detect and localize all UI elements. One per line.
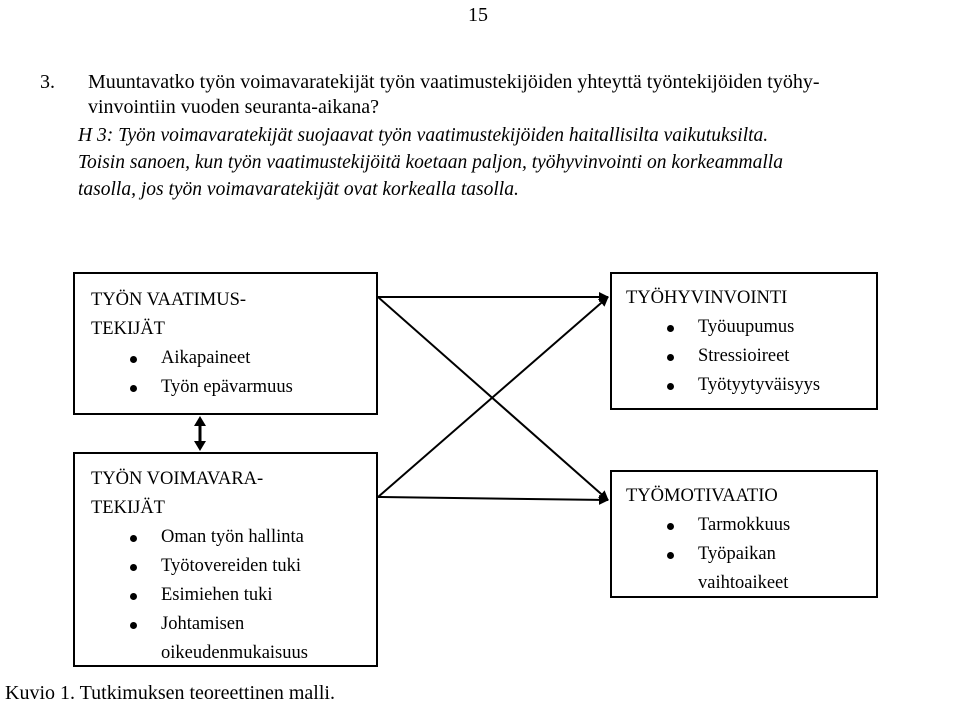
arrow-head-down <box>194 441 206 451</box>
demands-title-1: TYÖN VAATIMUS- <box>91 290 247 310</box>
hypothesis-line-2: Toisin sanoen, kun työn vaatimustekijöitä koetaan paljon, työhyvinvointi on korkeammalla <box>78 152 783 173</box>
resources-list <box>75 523 376 668</box>
motivation-list <box>612 511 876 598</box>
arrow-head-up <box>194 416 206 426</box>
list-item: Johtamisen <box>75 610 376 639</box>
page-number: 15 <box>468 4 488 26</box>
list-item: Tarmokkuus <box>612 511 876 540</box>
bullet-icon <box>667 552 674 559</box>
wellbeing-box <box>610 272 878 410</box>
demands-list <box>75 344 376 402</box>
question-line-1: Muuntavatko työn voimavaratekijät työn vaatimustekijöiden yhteyttä työntekijöiden työhy- <box>88 71 820 93</box>
resources-title-1: TYÖN VOIMAVARA- <box>91 469 264 489</box>
resources-box <box>73 452 378 667</box>
list-item: Oman työn hallinta <box>75 523 376 552</box>
bullet-icon <box>130 535 137 542</box>
bullet-icon <box>667 523 674 530</box>
list-item: Esimiehen tuki <box>75 581 376 610</box>
wellbeing-title: TYÖHYVINVOINTI <box>626 288 788 308</box>
bullet-icon <box>667 383 674 390</box>
list-item: Työuupumus <box>612 313 876 342</box>
bullet-icon <box>130 564 137 571</box>
resources-title-2: TEKIJÄT <box>91 498 165 518</box>
arrow-resources-to-motivation <box>378 497 608 500</box>
list-item-continuation: oikeudenmukaisuus <box>161 643 308 663</box>
list-item: Työpaikan <box>612 540 876 569</box>
question-line-2: vinvointiin vuoden seuranta-aikana? <box>88 96 380 118</box>
list-item: Työtyytyväisyys <box>612 371 876 400</box>
bullet-icon <box>667 354 674 361</box>
figure-caption: Kuvio 1. Tutkimuksen teoreettinen malli. <box>5 682 335 704</box>
motivation-title: TYÖMOTIVAATIO <box>626 486 778 506</box>
list-item-continuation: vaihtoaikeet <box>698 573 789 593</box>
bullet-icon <box>130 622 137 629</box>
demands-title-2: TEKIJÄT <box>91 319 165 339</box>
bullet-icon <box>130 356 137 363</box>
demands-box <box>73 272 378 415</box>
list-item: Työtovereiden tuki <box>75 552 376 581</box>
list-item: Stressioireet <box>612 342 876 371</box>
hypothesis-line-3: tasolla, jos työn voimavaratekijät ovat korkealla tasolla. <box>78 179 519 200</box>
motivation-box <box>610 470 878 598</box>
list-item: Aikapaineet <box>75 344 376 373</box>
bullet-icon <box>130 385 137 392</box>
wellbeing-list <box>612 313 876 400</box>
bullet-icon <box>130 593 137 600</box>
question-number: 3. <box>40 71 55 93</box>
bullet-icon <box>667 325 674 332</box>
hypothesis-line-1: H 3: Työn voimavaratekijät suojaavat työn vaatimustekijöiden haitallisilta vaikutuksilta. <box>78 125 769 146</box>
list-item: Työn epävarmuus <box>75 373 376 402</box>
